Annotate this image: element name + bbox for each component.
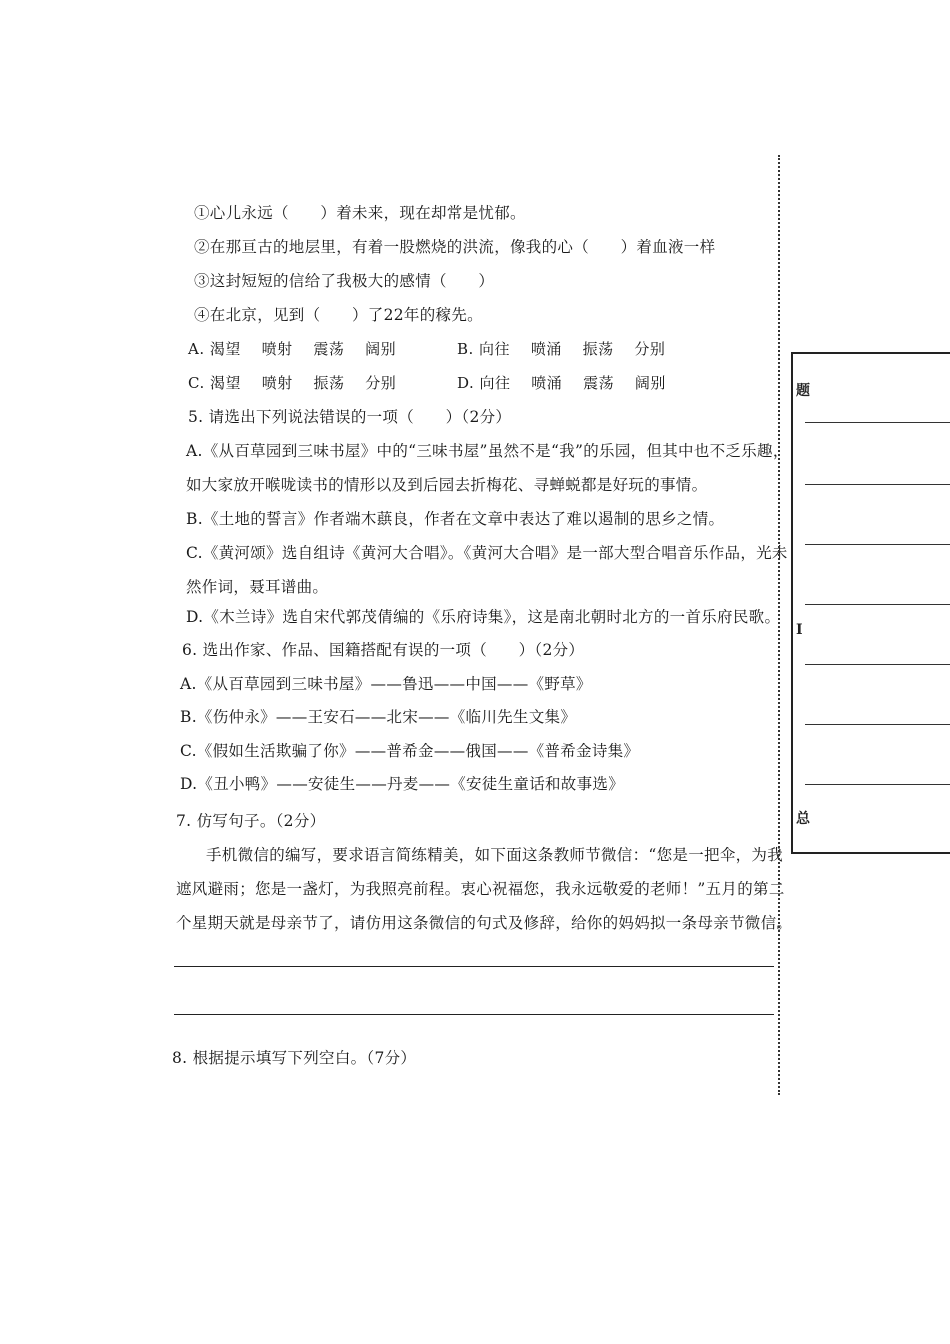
q5-option-d: D.《木兰诗》选自宋代郭茂倩编的《乐府诗集》，这是南北朝时北方的一首乐府民歌。: [186, 608, 781, 626]
score-table: [791, 352, 950, 854]
q4-option-b: B. 向往 喷涌 振荡 分别: [457, 340, 666, 358]
q4-option-d: D. 向往 喷涌 震荡 阔别: [457, 374, 666, 392]
q5-stem: 5. 请选出下列说法错误的一项（ ）（2分）: [188, 408, 512, 426]
q6-stem: 6. 选出作家、作品、国籍搭配有误的一项（ ）（2分）: [182, 641, 585, 659]
q4-sentence-1: ①心儿永远（ ）着未来，现在却常是忧郁。: [194, 204, 526, 222]
score-table-row-line: [805, 724, 950, 725]
q6-option-a: A.《从百草园到三味书屋》——鲁迅——中国——《野草》: [180, 675, 592, 693]
answer-line-1[interactable]: [174, 966, 774, 967]
q4-sentence-2: ②在那亘古的地层里，有着一股燃烧的洪流，像我的心（ ）着血液一样: [194, 238, 716, 256]
q7-stem: 7. 仿写句子。（2分）: [176, 812, 326, 830]
score-table-row-line: [805, 664, 950, 665]
q7-passage-1: 手机微信的编写，要求语言简练精美，如下面这条教师节微信：“您是一把伞，为我: [206, 846, 784, 864]
q5-option-a-cont: 如大家放开喉咙读书的情形以及到后园去折梅花、寻蝉蜕都是好玩的事情。: [186, 476, 708, 494]
score-table-row-line: [805, 484, 950, 485]
score-table-row-line: [805, 784, 950, 785]
q5-option-b: B.《土地的誓言》作者端木蕻良，作者在文章中表达了难以遏制的思乡之情。: [186, 510, 725, 528]
q7-passage-3: 个星期天就是母亲节了，请仿用这条微信的句式及修辞，给你的妈妈拟一条母亲节微信。: [176, 914, 793, 932]
q4-sentence-3: ③这封短短的信给了我极大的感情（ ）: [194, 272, 495, 290]
q7-passage-2: 遮风避雨；您是一盏灯，为我照亮前程。衷心祝福您，我永远敬爱的老师！”五月的第二: [176, 880, 785, 898]
score-table-row-line: [805, 422, 950, 423]
q8-stem: 8. 根据提示填写下列空白。（7分）: [172, 1049, 417, 1067]
q5-option-c-cont: 然作词，聂耳谱曲。: [186, 578, 329, 596]
q6-option-d: D.《丑小鸭》——安徒生——丹麦——《安徒生童话和故事选》: [180, 775, 625, 793]
q4-option-a: A. 渴望 喷射 震荡 阔别: [188, 340, 397, 358]
answer-line-2[interactable]: [174, 1014, 774, 1015]
score-table-total: 总: [796, 811, 810, 827]
q6-option-c: C.《假如生活欺骗了你》——普希金——俄国——《普希金诗集》: [180, 742, 640, 760]
q5-option-a: A.《从百草园到三味书屋》中的“三味书屋”虽然不是“我”的乐园，但其中也不乏乐趣，: [186, 442, 789, 460]
score-table-row-line: [805, 544, 950, 545]
q6-option-b: B.《伤仲永》——王安石——北宋——《临川先生文集》: [180, 708, 577, 726]
q5-option-c: C.《黄河颂》选自组诗《黄河大合唱》。《黄河大合唱》是一部大型合唱音乐作品，光未: [186, 544, 788, 562]
binding-dotted-line: [778, 155, 780, 1095]
score-table-cell-mark: I: [796, 622, 803, 638]
q4-option-c: C. 渴望 喷射 振荡 分别: [188, 374, 397, 392]
q4-sentence-4: ④在北京，见到（ ）了22年的稼先。: [194, 306, 483, 324]
score-table-header: 题: [796, 383, 810, 399]
score-table-row-line: [805, 604, 950, 605]
